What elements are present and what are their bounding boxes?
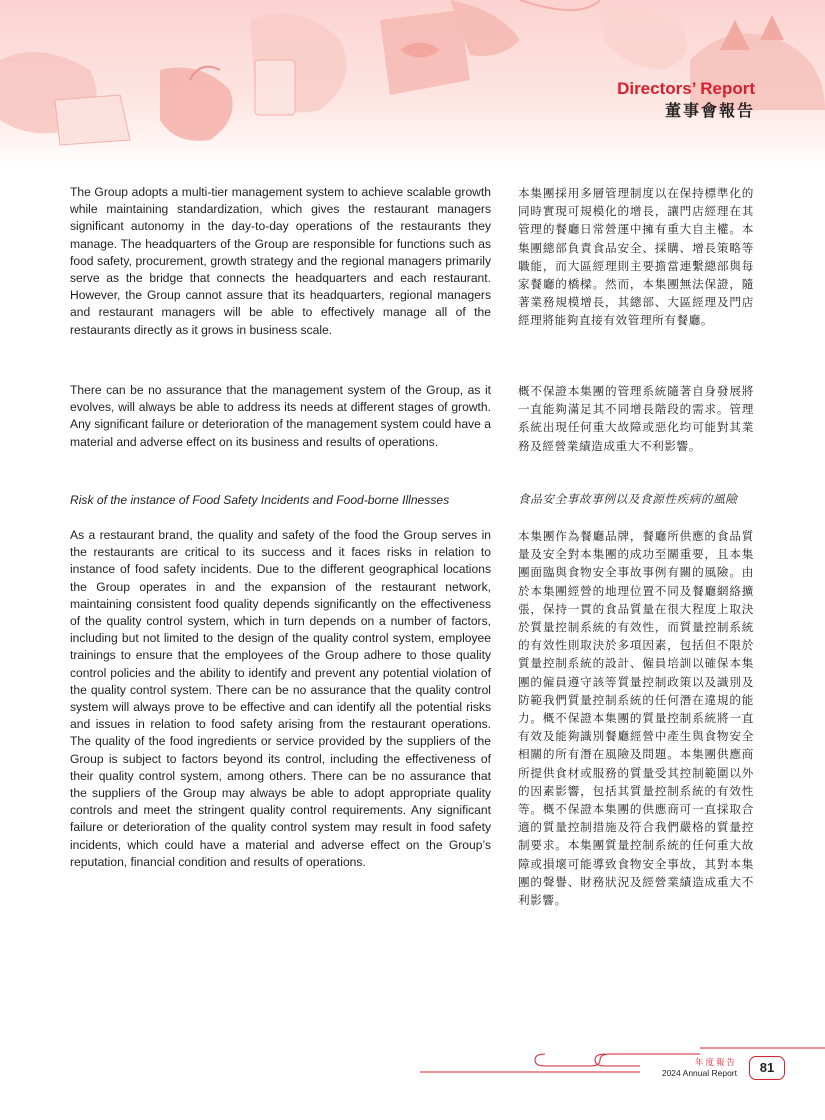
paragraph-management-system: The Group adopts a multi-tier management system to achieve scalable growth while maintaining standardization, which gives the restaurant managers significant autonomy in the day-to-day operations of the restaurants they manage. The headquarters of the Group are responsible for functions such as food safety, procurement, growth strategy and the regional managers primarily serve as the bridge that connects the headquarters and each restaurant. However, the Group cannot assure that its headquarters, regional managers and restaurant managers will be able to effectively manage all of the restaurants directly as it grows in business scale. [70, 185, 491, 337]
paragraph-no-assurance: There can be no assurance that the management system of the Group, as it evolves, will always be able to address its needs at different stages of growth. Any significant failure or deterioration of the management system could have a material and adverse effect on its business and results of operations. [70, 383, 491, 449]
paragraph-no-assurance-zh: 概不保證本集團的管理系統隨著自身發展將一直能夠滿足其不同增長階段的需求。管理系統出現任何重大故障或惡化均可能對其業務及經營業績造成重大不利影響。 [518, 384, 754, 453]
page-number: 81 [749, 1056, 785, 1080]
footer-report-label: 2024 Annual Report [661, 1068, 737, 1078]
page-footer [0, 1040, 825, 1100]
english-column [70, 184, 491, 869]
footer-report-label-zh: 年度報告 [694, 1058, 737, 1068]
chinese-column [518, 184, 754, 908]
paragraph-food-safety: As a restaurant brand, the quality and safety of the food the Group serves in the restaurants are critical to its success and it faces risks in relation to instance of food safety incidents. Due to the different geographical locations the Group operates in and the expansion of the restaurant network, maintaining consistent food quality depends significantly on the effectiveness of the quality control system, which in turn depends on a number of factors, including but not limited to the design of the quality control system, employee trainings to ensure that the employees of the Group adhere to those quality control policies and the ability to identify and prevent any potential violation of the quality control system. There can be no assurance that the quality control system will always prove to be effective and can identify all the potential risks and issues in relation to food safety arising from the restaurant operations. The quality of the food ingredients or service provided by the suppliers of the Group is subject to factors beyond its control, including the effectiveness of their quality control system, among others. There can be no assurance that the suppliers of the Group may always be able to adopt appropriate quality controls and meet the stringent quality control requirements. Any significant failure or deterioration of the quality control system may result in food safety incidents, which could have a material and adverse effect on the Group’s reputation, financial condition and results of operations. [70, 528, 491, 869]
section-heading-food-safety-zh: 食品安全事故事例以及食源性疾病的風險 [518, 492, 738, 506]
section-heading-food-safety: Risk of the instance of Food Safety Incidents and Food-borne Illnesses [70, 493, 450, 507]
paragraph-food-safety-zh: 本集團作為餐廳品牌，餐廳所供應的食品質量及安全對本集團的成功至關重要，且本集團面臨與食物安全事故事例有關的風險。由於本集團經營的地理位置不同及餐廳網絡擴張，保持一貫的食品質量在很大程度上取決於質量控制系統的有效性，而質量控制系統的有效性則取決於多項因素，包括但不限於質量控制系統的設計、僱員培訓以確保本集團的僱員遵守該等質量控制政策以及識別及防範我們質量控制系統的任何潛在違規的能力。概不保證本集團的質量控制系統將一直有效及能夠識別餐廳經營中產生與食物安全相關的所有潛在風險及問題。本集團供應商所提供食材或服務的質量受其控制範圍以外的因素影響，包括其質量控制系統的有效性等。概不保證本集團的供應商可一直採取合適的質量控制措施及符合我們嚴格的質量控制要求。本集團質量控制系統的任何重大故障或損壞可能導致食物安全事故，其對本集團的聲譽、財務狀況及經營業績造成重大不利影響。 [518, 529, 754, 908]
page-title: Directors’ Report [617, 79, 755, 98]
page-header [617, 78, 755, 124]
page-title-chinese: 董事會報告 [664, 103, 755, 120]
paragraph-management-system-zh: 本集團採用多層管理制度以在保持標準化的同時實現可規模化的增長，讓門店經理在其管理的餐廳日常營運中擁有重大自主權。本集團總部負責食品安全、採購、增長策略等職能，而大區經理則主要擔當連繫總部與每家餐廳的橋樑。然而，本集團無法保證，隨著業務規模增長，其總部、大區經理及門店經理將能夠直接有效管理所有餐廳。 [518, 186, 754, 328]
